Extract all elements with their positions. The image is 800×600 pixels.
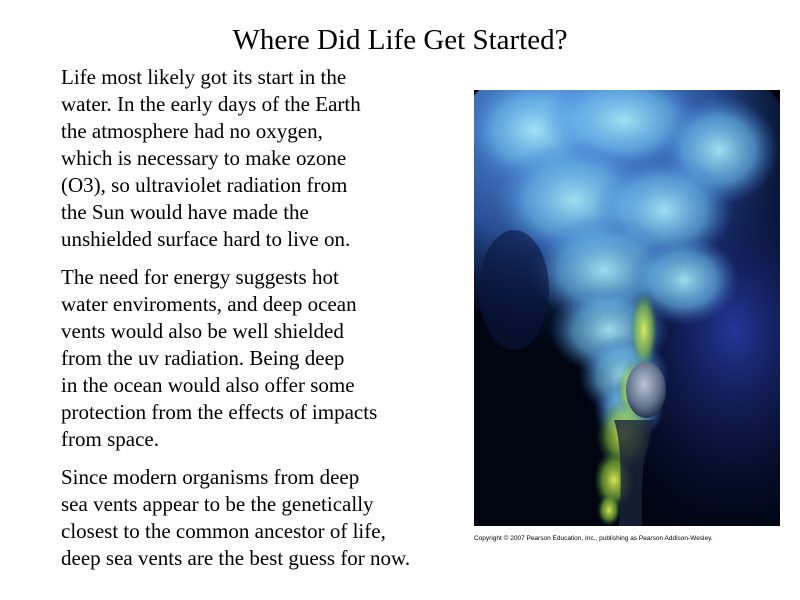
text-line: deep sea vents are the best guess for now. bbox=[61, 546, 411, 570]
hydrothermal-vent-photo bbox=[474, 90, 780, 526]
paragraph-energy-shielding bbox=[61, 264, 471, 453]
text-line: vents would also be well shielded bbox=[61, 319, 344, 343]
text-line: water enviroments, and deep ocean bbox=[61, 292, 357, 316]
text-line: sea vents appear to be the genetically bbox=[61, 492, 374, 516]
text-line: the atmosphere had no oxygen, bbox=[61, 119, 323, 143]
paragraph-early-earth bbox=[61, 64, 471, 253]
slide-title: Where Did Life Get Started? bbox=[232, 24, 568, 56]
text-line: the Sun would have made the bbox=[61, 200, 309, 224]
text-line: Life most likely got its start in the bbox=[61, 65, 347, 89]
paragraph-common-ancestor bbox=[61, 464, 471, 572]
vent-plume-illustration bbox=[474, 90, 780, 526]
text-line: Since modern organisms from deep bbox=[61, 465, 360, 489]
text-line: in the ocean would also offer some bbox=[61, 373, 355, 397]
text-line: (O3), so ultraviolet radiation from bbox=[61, 173, 348, 197]
text-line: water. In the early days of the Earth bbox=[61, 92, 361, 116]
text-line: which is necessary to make ozone bbox=[61, 146, 347, 170]
text-line: The need for energy suggests hot bbox=[61, 265, 339, 289]
body-text bbox=[61, 64, 471, 583]
text-line: protection from the effects of impacts bbox=[61, 400, 378, 424]
copyright-notice: Copyright © 2007 Pearson Education, Inc., publishing as Pearson Addison-Wesley. bbox=[474, 535, 713, 542]
text-line: from the uv radiation. Being deep bbox=[61, 346, 345, 370]
text-line: closest to the common ancestor of life, bbox=[61, 519, 386, 543]
text-line: from space. bbox=[61, 427, 159, 451]
text-line: unshielded surface hard to live on. bbox=[61, 227, 351, 251]
